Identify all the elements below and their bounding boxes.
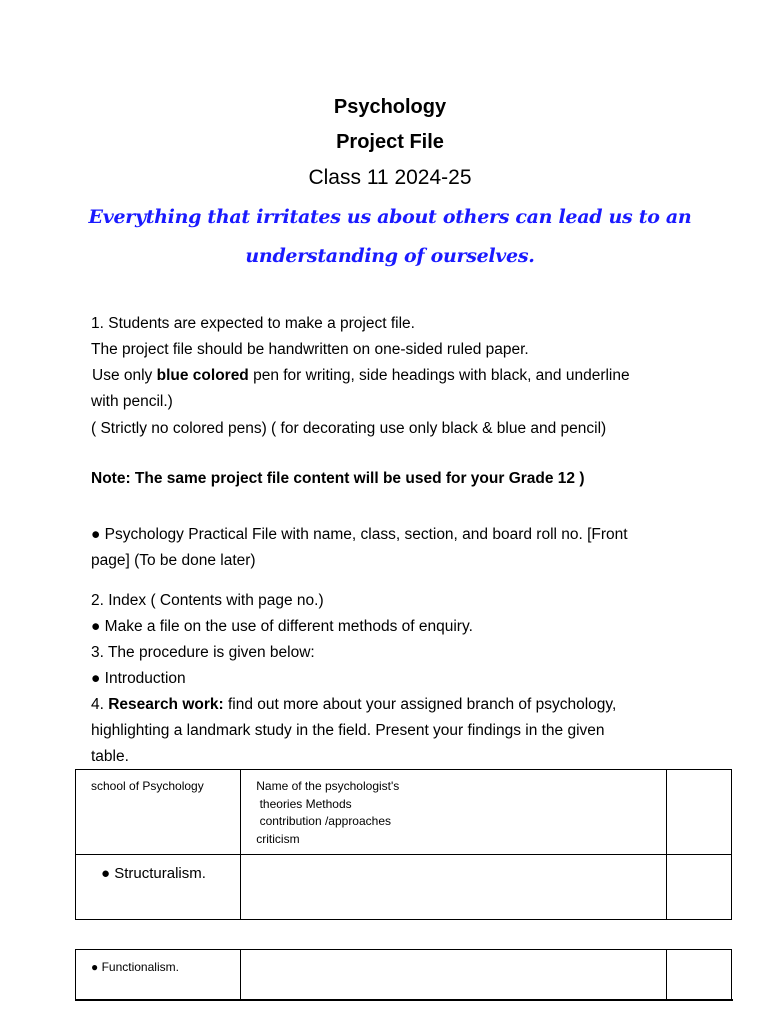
step-procedure: 3. The procedure is given below: — [91, 644, 315, 661]
empty-cell — [241, 855, 667, 920]
note-text: Note: The same project file content will be used for your Grade 12 ) — [91, 470, 585, 487]
instruction-line-5: ( Strictly no colored pens) ( for decorating use only black & blue and pencil) — [91, 420, 607, 437]
instruction-line-3-post: pen for writing, side headings with black, and underline — [248, 367, 630, 384]
instruction-line-4: with pencil.) — [91, 393, 173, 410]
empty-cell — [666, 855, 731, 920]
instruction-emphasis: blue colored — [156, 367, 249, 384]
header-school-cell: school of Psychology — [76, 770, 241, 855]
instruction-line-3 — [92, 367, 630, 385]
table-row — [76, 855, 732, 920]
table-bottom-rule — [75, 999, 733, 1001]
empty-cell — [666, 950, 731, 1000]
research-line-2: highlighting a landmark study in the field. Present your findings in the given — [91, 722, 605, 739]
functionalism-cell: ● Functionalism. — [76, 950, 241, 1000]
step-research — [91, 696, 616, 714]
front-page-bullet-line-1: ● Psychology Practical File with name, class, section, and board roll no. [Front — [91, 526, 628, 543]
empty-cell — [241, 950, 667, 1000]
functionalism-table — [75, 949, 732, 1000]
step-introduction: ● Introduction — [91, 670, 186, 687]
table-header-row — [76, 770, 732, 855]
header-empty-cell — [666, 770, 731, 855]
research-heading: Research work: — [108, 696, 224, 713]
header-line: contribution /approaches — [256, 814, 392, 828]
research-text: find out more about your assigned branch of psychology, — [223, 696, 617, 713]
motivational-quote: Everything that irritates us about others can lead us to an understanding of ourselves. — [88, 206, 692, 267]
header-line: Name of the psychologist's — [256, 779, 400, 793]
step-methods: ● Make a file on the use of different methods of enquiry. — [91, 618, 473, 635]
instruction-line-3-pre: Use only — [92, 367, 157, 384]
document-title: Psychology — [333, 96, 447, 118]
research-number: 4. — [91, 696, 109, 713]
research-line-3: table. — [91, 748, 129, 765]
header-line: theories Methods — [256, 796, 352, 811]
front-page-bullet-line-2: page] (To be done later) — [91, 552, 256, 569]
header-psychologist-cell — [241, 770, 667, 855]
instruction-line-1: 1. Students are expected to make a project file. — [91, 315, 415, 332]
structuralism-cell: ● Structuralism. — [76, 855, 241, 920]
header-line: criticism — [256, 831, 300, 846]
class-year: Class 11 2024-25 — [308, 166, 472, 189]
psychology-schools-table — [75, 769, 732, 920]
instruction-line-2: The project file should be handwritten on one-sided ruled paper. — [91, 341, 529, 358]
document-subtitle: Project File — [336, 131, 444, 153]
table-row — [76, 950, 732, 1000]
step-index: 2. Index ( Contents with page no.) — [91, 592, 324, 609]
